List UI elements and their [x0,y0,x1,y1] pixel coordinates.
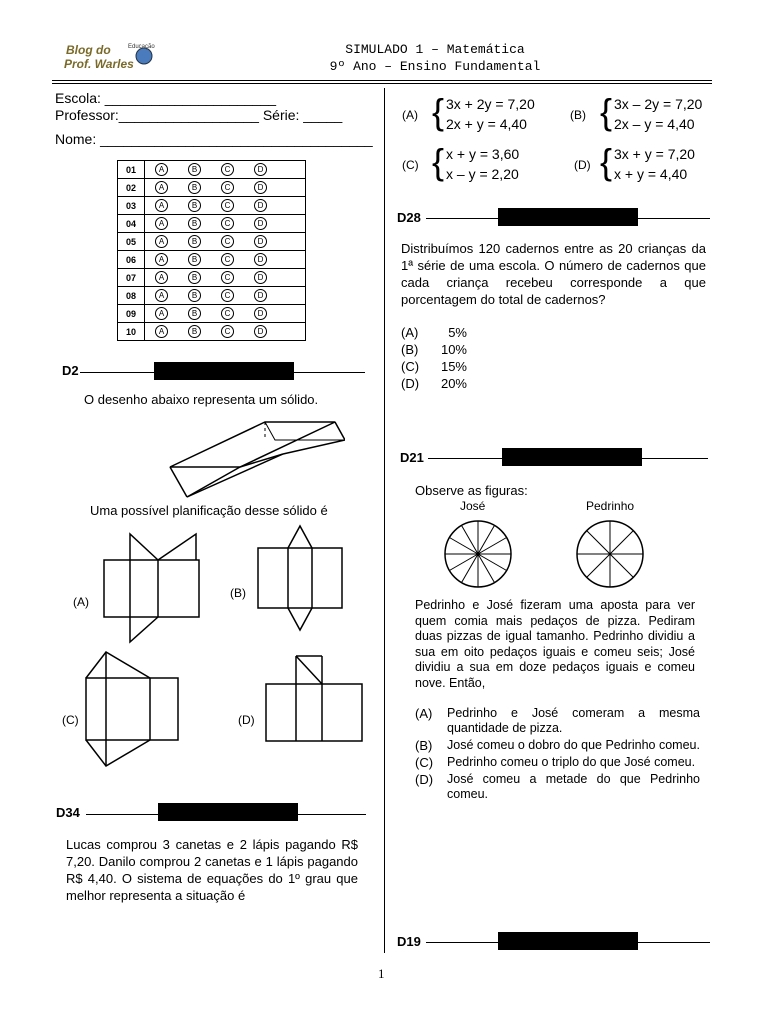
answer-bubble-a[interactable]: A [155,181,168,194]
d21-option-a[interactable]: (A) Pedrinho e José comeram a mesma quantidade de pizza. [415,706,700,735]
d21-option-d[interactable]: (D) José comeu a metade do que Pedrinho comeu. [415,772,700,801]
answer-sheet [117,160,306,341]
answer-row-options [145,305,306,323]
answer-bubble-c[interactable]: C [221,217,234,230]
answer-bubble-d[interactable]: D [254,253,267,266]
d21-redaction [502,448,642,466]
pizza-slice-line [587,531,610,554]
answer-bubble-a[interactable]: A [155,307,168,320]
d21-pizza-jose [442,518,514,590]
d28-redaction [498,208,638,226]
answer-bubble-a[interactable]: A [155,217,168,230]
answer-bubble-d[interactable]: D [254,235,267,248]
answer-row-options [145,161,306,179]
d34-option-c-eq2: x – y = 2,20 [446,166,519,182]
nome-field[interactable]: Nome: ___________________________________ [55,131,373,147]
answer-row [118,215,306,233]
answer-bubble-c[interactable]: C [221,235,234,248]
d19-label: D19 [397,934,421,949]
d34-option-b-eq2: 2x – y = 4,40 [614,116,695,132]
d34-option-b-label[interactable]: (B) [570,108,586,122]
answer-bubble-b[interactable]: B [188,199,201,212]
d2-solid-drawing [165,412,345,502]
d34-option-d-brace: { [600,141,613,182]
answer-row-number: 01 [118,161,145,179]
d21-option-b[interactable]: (B) José comeu o dobro do que Pedrinho comeu. [415,738,700,753]
d34-option-a-label[interactable]: (A) [402,108,418,122]
d28-label: D28 [397,210,421,225]
d34-redaction [158,803,298,821]
d21-label: D21 [400,450,424,465]
answer-bubble-d[interactable]: D [254,217,267,230]
d2-option-d-label[interactable]: (D) [238,713,255,727]
answer-bubble-a[interactable]: A [155,235,168,248]
pizza-slice-line [587,554,610,577]
answer-row [118,161,306,179]
answer-bubble-d[interactable]: D [254,271,267,284]
answer-bubble-c[interactable]: C [221,289,234,302]
answer-row-number: 05 [118,233,145,251]
d34-option-c-label[interactable]: (C) [402,158,419,172]
d34-option-b-brace: { [600,91,613,132]
title-line1: SIMULADO 1 – Matemática [345,42,525,57]
header-divider-2 [52,83,712,84]
logo-line1: Blog do [66,43,111,57]
d34-option-b-eq1: 3x – 2y = 7,20 [614,96,703,112]
d19-redaction [498,932,638,950]
answer-row [118,323,306,341]
answer-bubble-b[interactable]: B [188,181,201,194]
answer-row-number: 06 [118,251,145,269]
answer-bubble-d[interactable]: D [254,181,267,194]
d21-name-jose: José [460,499,486,513]
pizza-slice-line [610,554,633,577]
d21-option-c[interactable]: (C) Pedrinho comeu o triplo do que José comeu. [415,755,696,770]
answer-bubble-d[interactable]: D [254,289,267,302]
header-divider [52,80,712,81]
answer-row-options [145,179,306,197]
answer-bubble-c[interactable]: C [221,163,234,176]
answer-bubble-b[interactable]: B [188,271,201,284]
answer-row-number: 03 [118,197,145,215]
d34-option-a-eq2: 2x + y = 4,40 [446,116,527,132]
professor-field[interactable]: Professor:__________________ Série: _____ [55,107,343,123]
answer-bubble-c[interactable]: C [221,253,234,266]
answer-bubble-b[interactable]: B [188,163,201,176]
d2-option-a-net[interactable] [102,530,202,645]
escola-field[interactable]: Escola: ______________________ [55,90,277,106]
answer-row [118,233,306,251]
d34-option-a-brace: { [432,91,445,132]
answer-bubble-b[interactable]: B [188,289,201,302]
d2-redaction [154,362,294,380]
answer-bubble-c[interactable]: C [221,271,234,284]
d21-pizza-pedrinho [574,518,646,590]
answer-row [118,269,306,287]
answer-bubble-b[interactable]: B [188,217,201,230]
answer-bubble-d[interactable]: D [254,325,267,338]
d2-option-c-net[interactable] [82,648,182,770]
d28-text: Distribuímos 120 cadernos entre as 20 crianças da 1ª série de uma escola. O número de cadernos que cada criança recebeu corresponde a que porcentagem do total de cadernos? [401,241,706,307]
answer-bubble-c[interactable]: C [221,307,234,320]
d21-name-pedrinho: Pedrinho [586,499,635,513]
answer-bubble-d[interactable]: D [254,307,267,320]
answer-row-options [145,323,306,341]
d2-option-c-label[interactable]: (C) [62,713,79,727]
d2-statement: O desenho abaixo representa um sólido. [84,392,319,407]
answer-bubble-a[interactable]: A [155,199,168,212]
logo-line2: Prof. Warles [64,57,134,71]
answer-bubble-b[interactable]: B [188,307,201,320]
d2-option-a-label[interactable]: (A) [73,595,89,609]
d34-option-c-brace: { [432,141,445,182]
answer-bubble-b[interactable]: B [188,253,201,266]
answer-row-number: 08 [118,287,145,305]
d28-option-d[interactable]: (D) 20% [401,376,467,391]
d28-option-c[interactable]: (C) 15% [401,359,467,374]
d21-options [415,706,700,802]
answer-row-number: 07 [118,269,145,287]
d2-option-d-net[interactable] [264,654,364,744]
answer-table [117,160,306,341]
answer-row [118,251,306,269]
answer-bubble-a[interactable]: A [155,271,168,284]
d34-label: D34 [56,805,80,820]
d34-options [402,91,712,194]
d28-option-b[interactable]: (B) 10% [401,342,467,357]
d21-text: Pedrinho e José fizeram uma aposta para ver quem comia mais pedaços de pizza. Pediram duas pizzas de igual tamanho. Pedrinho dividiu a sua em oito pedaços iguais e comeu seis; José dividiu a sua em doze pedaços iguais e comeu nove. Então, [415,598,695,690]
answer-row [118,179,306,197]
answer-row-options [145,251,306,269]
answer-row-options [145,197,306,215]
answer-bubble-b[interactable]: B [188,235,201,248]
answer-bubble-d[interactable]: D [254,199,267,212]
answer-bubble-a[interactable]: A [155,253,168,266]
answer-row [118,287,306,305]
d2-option-b-label[interactable]: (B) [230,586,246,600]
answer-row-number: 10 [118,323,145,341]
answer-row [118,197,306,215]
answer-row-options [145,287,306,305]
answer-row-number: 02 [118,179,145,197]
answer-bubble-c[interactable]: C [221,199,234,212]
blog-logo [62,40,162,74]
answer-row-options [145,269,306,287]
answer-bubble-b[interactable]: B [188,325,201,338]
d2-label: D2 [62,363,79,378]
answer-bubble-a[interactable]: A [155,163,168,176]
d2-question: Uma possível planificação desse sólido é [90,503,328,518]
d34-option-d-label[interactable]: (D) [574,158,591,172]
d34-option-d-eq1: 3x + y = 7,20 [614,146,695,162]
answer-bubble-a[interactable]: A [155,325,168,338]
page-number: 1 [378,966,385,981]
d34-option-d-eq2: x + y = 4,40 [614,166,688,182]
logo-badge: Educação [128,44,155,50]
answer-row-options [145,215,306,233]
answer-row [118,305,306,323]
answer-bubble-a[interactable]: A [155,289,168,302]
answer-row-number: 09 [118,305,145,323]
d2-option-b-net[interactable] [256,522,346,632]
answer-bubble-d[interactable]: D [254,163,267,176]
d34-option-c-eq1: x + y = 3,60 [446,146,520,162]
answer-row-options [145,233,306,251]
answer-bubble-c[interactable]: C [221,181,234,194]
d34-text: Lucas comprou 3 canetas e 2 lápis pagando R$ 7,20. Danilo comprou 2 canetas e 1 lápis pagando R$ 4,40. O sistema de equações do 1º grau que melhor representa a situação é [66,837,358,903]
pizza-slice-line [610,531,633,554]
d28-option-a[interactable]: (A) 5% [401,325,467,340]
d21-intro: Observe as figuras: [415,483,528,498]
column-divider [384,88,385,953]
title-line2: 9º Ano – Ensino Fundamental [329,59,541,74]
d34-option-a-eq1: 3x + 2y = 7,20 [446,96,535,112]
answer-bubble-c[interactable]: C [221,325,234,338]
d28-options [401,324,467,392]
answer-row-number: 04 [118,215,145,233]
